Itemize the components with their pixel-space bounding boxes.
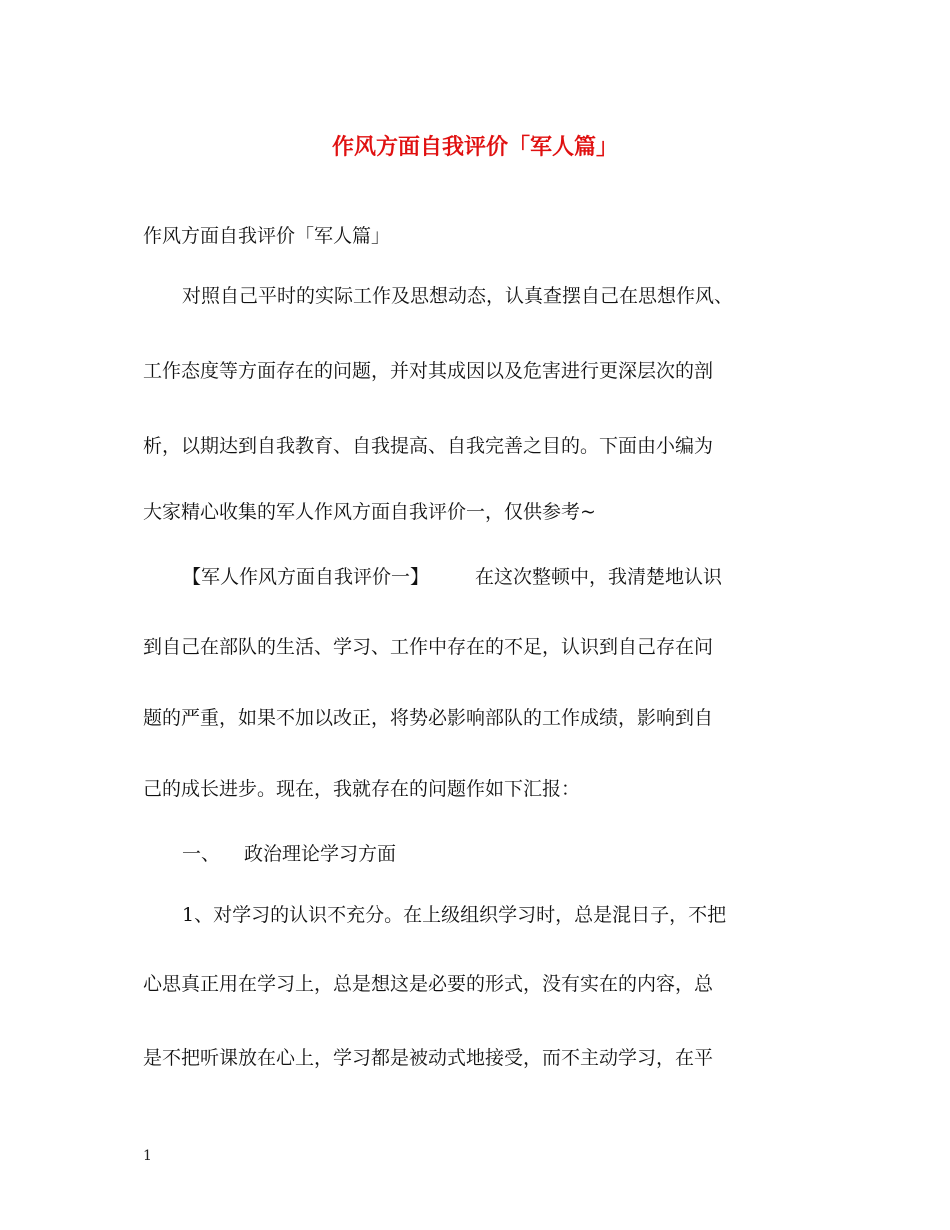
paragraph-line: 大家精心收集的军人作风方面自我评价一，仅供参考~ [143,501,596,523]
paragraph-line: 心思真正用在学习上，总是想这是必要的形式，没有实在的内容，总 [143,973,714,995]
list-marker: 一、 [182,843,221,865]
document-subtitle: 作风方面自我评价「军人篇」 [143,225,391,247]
list-heading: 政治理论学习方面 [244,843,397,865]
paragraph-line: 是不把听课放在心上，学习都是被动式地接受，而不主动学习，在平 [143,1047,714,1069]
paragraph-line: 工作态度等方面存在的问题，并对其成因以及危害进行更深层次的剖 [143,360,714,382]
paragraph-line: 1、对学习的认识不充分。在上级组织学习时，总是混日子，不把 [182,904,727,926]
paragraph-line: 题的严重，如果不加以改正，将势必影响部队的工作成绩，影响到自 [143,707,714,729]
document-title: 作风方面自我评价「军人篇」 [331,134,618,160]
section-intro-line [182,563,722,591]
paragraph-line: 己的成长进步。现在，我就存在的问题作如下汇报： [143,778,581,800]
paragraph-line: 析，以期达到自我教育、自我提高、自我完善之目的。下面由小编为 [143,435,714,457]
list-heading-line [182,840,396,868]
paragraph-line: 对照自己平时的实际工作及思想动态，认真查摆自己在思想作风、 [182,285,734,307]
section-first-line: 在这次整顿中，我清楚地认识 [475,566,723,588]
paragraph-line: 到自己在部队的生活、学习、工作中存在的不足，认识到自己存在问 [143,636,714,658]
page-number: 1 [143,1148,152,1164]
section-heading: 【军人作风方面自我评价一】 [182,566,430,588]
